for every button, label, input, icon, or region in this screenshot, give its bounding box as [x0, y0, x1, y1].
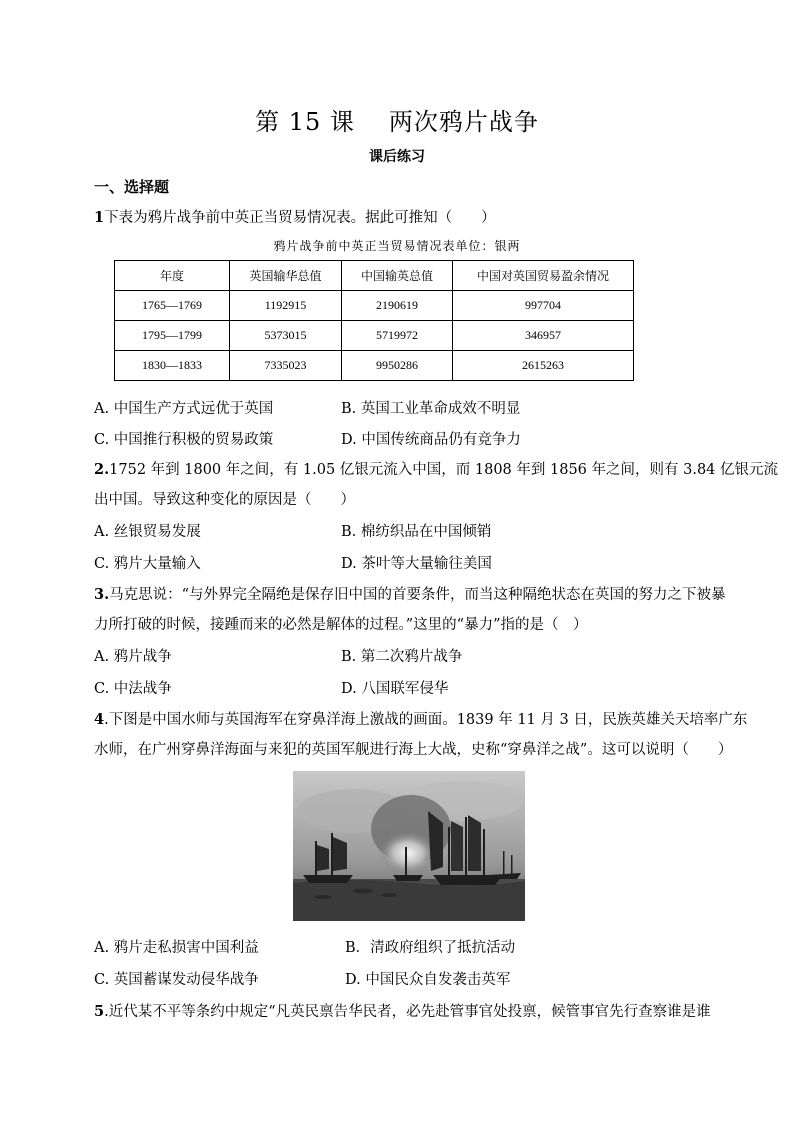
- table-header-cell: 英国输华总值: [230, 261, 342, 291]
- table-cell: 2615263: [453, 351, 634, 381]
- option-d: D. 八国联军侵华: [341, 681, 449, 697]
- table-row: [115, 321, 634, 351]
- option-a: A. 鸦片走私损害中国利益: [94, 940, 259, 956]
- question-number: 4: [94, 711, 105, 728]
- naval-battle-image: [293, 771, 525, 921]
- table-cell: 1830—1833: [115, 351, 230, 381]
- question-number: 1: [94, 209, 105, 226]
- table-cell: 997704: [453, 291, 634, 321]
- table-cell: 7335023: [230, 351, 342, 381]
- question-4-stem-line-2: 水师，在广州穿鼻洋海面与来犯的英国军舰进行海上大战，史称“穿鼻洋之战”。这可以说明（ ）: [94, 742, 733, 758]
- table-cell: 9950286: [342, 351, 453, 381]
- question-number: 2.: [94, 461, 110, 478]
- question-2-stem: 2.1752 年到 1800 年之间，有 1.05 亿银元流入中国，而 1808 年到 1856 年之间，则有 3.84 亿银元流: [94, 461, 779, 478]
- question-number: 3.: [94, 586, 110, 603]
- lesson-number: 第 15 课: [255, 108, 355, 136]
- table-header-cell: 中国对英国贸易盈余情况: [453, 261, 634, 291]
- option-b: B．清政府组织了抵抗活动: [345, 940, 516, 956]
- table-cell: 2190619: [342, 291, 453, 321]
- table-header-cell: 中国输英总值: [342, 261, 453, 291]
- option-d: D. 中国民众自发袭击英军: [345, 972, 511, 988]
- table-cell: 5373015: [230, 321, 342, 351]
- option-c: C. 英国蓄谋发动侵华战争: [94, 972, 259, 988]
- lesson-title: 两次鸦片战争: [388, 108, 539, 136]
- table-cell: 1765—1769: [115, 291, 230, 321]
- naval-battle-illustration: [293, 771, 525, 921]
- trade-table: [114, 260, 634, 381]
- page-subtitle: 课后练习: [369, 149, 425, 165]
- option-c: C. 中国推行积极的贸易政策: [94, 432, 274, 448]
- question-4-stem: 4.下图是中国水师与英国海军在穿鼻洋海上激战的画面。1839 年 11 月 3 日，民族英雄关天培率广东: [94, 711, 748, 728]
- question-3-stem-line-2: 力所打破的时候，接踵而来的必然是解体的过程。”这里的“暴力”指的是（ ）: [94, 617, 588, 633]
- option-d: D. 中国传统商品仍有竞争力: [341, 432, 521, 448]
- question-1-stem: 1下表为鸦片战争前中英正当贸易情况表。据此可推知（ ）: [94, 209, 496, 226]
- option-b: B. 英国工业革命成效不明显: [341, 401, 521, 417]
- section-heading: 一、选择题: [94, 178, 170, 196]
- option-c: C. 中法战争: [94, 681, 172, 697]
- option-a: A. 丝银贸易发展: [94, 524, 201, 540]
- option-b: B. 棉纺织品在中国倾销: [341, 524, 492, 540]
- question-5-stem: 5.近代某不平等条约中规定“凡英民禀告华民者，必先赴管事官处投禀，候管事官先行查察谁是谁: [94, 1003, 711, 1020]
- option-d: D. 茶叶等大量输往美国: [341, 556, 492, 572]
- option-c: C. 鸦片大量输入: [94, 556, 201, 572]
- page-title: [0, 102, 794, 137]
- table-cell: 1192915: [230, 291, 342, 321]
- table-caption: 鸦片战争前中英正当贸易情况表单位：银两: [273, 239, 521, 253]
- table-cell: 346957: [453, 321, 634, 351]
- table-cell: 1795—1799: [115, 321, 230, 351]
- table-cell: 5719972: [342, 321, 453, 351]
- table-row: [115, 291, 634, 321]
- question-3-stem: 3.马克思说：“与外界完全隔绝是保存旧中国的首要条件，而当这种隔绝状态在英国的努力之下被暴: [94, 586, 726, 603]
- option-b: B. 第二次鸦片战争: [341, 649, 463, 665]
- option-a: A. 中国生产方式远优于英国: [94, 401, 274, 417]
- table-row: [115, 351, 634, 381]
- question-2-stem-line-2: 出中国。导致这种变化的原因是（ ）: [94, 492, 355, 508]
- table-header-cell: 年度: [115, 261, 230, 291]
- option-a: A. 鸦片战争: [94, 649, 172, 665]
- table-header-row: [115, 261, 634, 291]
- question-number: 5: [94, 1003, 105, 1020]
